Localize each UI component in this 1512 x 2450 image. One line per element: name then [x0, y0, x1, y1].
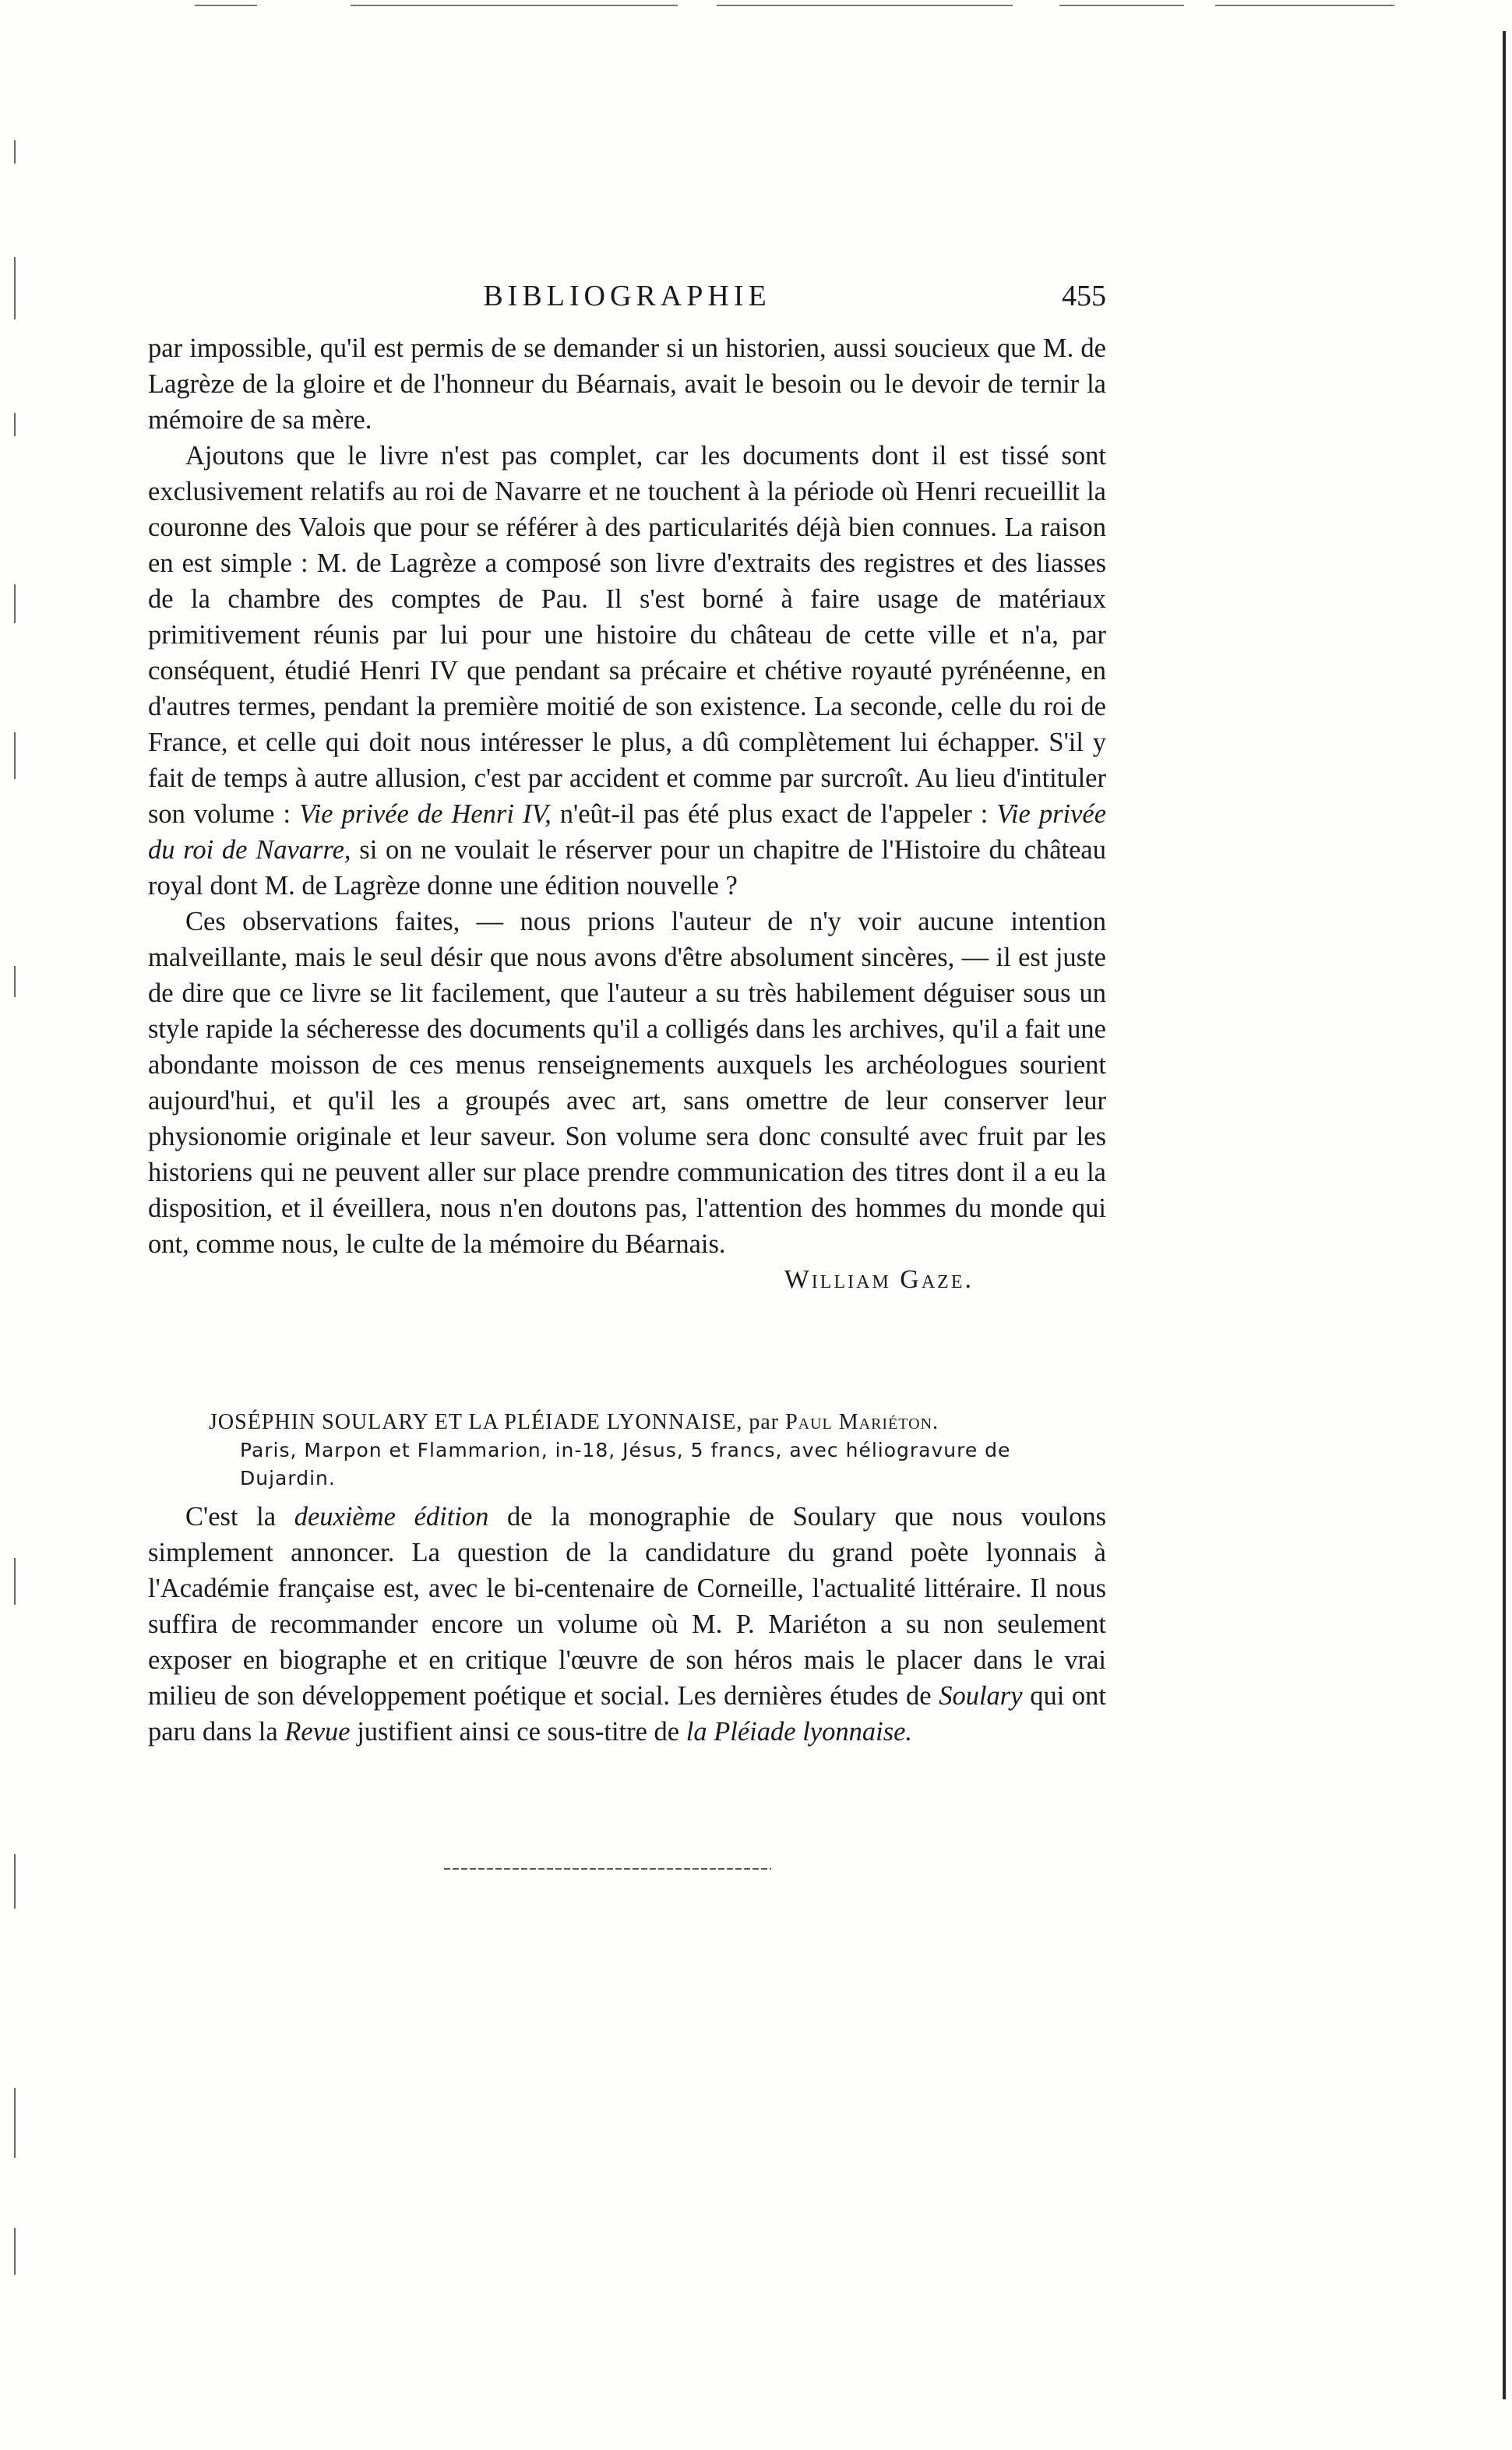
paragraph: par impossible, qu'il est permis de se demander si un historien, aussi soucieux que M. de Lagrèze de la gloire et de l'honneur du Béarnais, avait le besoin ou le devoir de ternir la mémoire de sa mère.: [148, 333, 1106, 435]
review-title: [148, 1408, 1106, 1437]
scan-artifact: [14, 1558, 16, 1605]
italic-text: la Pléiade lyonnaise.: [686, 1717, 913, 1747]
scan-artifact: [14, 257, 16, 319]
italic-title: Vie privée du roi de Navarre,: [148, 799, 1107, 865]
scan-artifact: [717, 5, 1013, 6]
running-head: [148, 279, 1106, 318]
scan-artifact: [1215, 5, 1394, 6]
paragraph-text: justifient ainsi ce sous-titre de: [357, 1717, 680, 1747]
scan-artifact: [351, 5, 678, 6]
paragraph-text: Ajoutons que le livre n'est pas complet, car les documents dont il est tissé sont exclusivement relatifs au roi de Navarre et ne touchent à la période où Henri recueillit la couronne des Valois que pour se référer à des particularités déjà bien connues. La raison en est simple : M. de Lagrèze a composé son livre d'extraits des registres et des liasses de la chambre des comptes de Pau. Il s'est borné à faire usage de matériaux primitivement réunis par lui pour une histoire du château de cette ville et n'a, par conséquent, étudié Henri IV que pendant sa précaire et chétive royauté pyrénéenne, en d'autres termes, pendant la première moitié de son existence. La seconde, celle du roi de France, et celle qui doit nous intéresser le plus, a dû complètement lui échapper. S'il y fait de temps à autre allusion, c'est par accident et comme par surcroît. Au lieu d'intituler son volume :: [148, 441, 1106, 829]
book-author: Paul Mariéton.: [785, 1410, 939, 1434]
publication-info: Paris, Marpon et Flammarion, in-18, Jésus, 5 francs, avec héliogravure de Dujardin.: [240, 1439, 1011, 1489]
scan-artifact: [14, 732, 16, 779]
paragraph-text: Ces observations faites, — nous prions l'auteur de n'y voir aucune intention malveillante, mais le seul désir que nous avons d'être absolument sincères, — il est juste de dire que ce livre se lit facilement, que l'auteur a su très habilement déguiser sous un style rapide la sécheresse des documents qu'il a colligés dans les archives, qu'il a fait une abondante moisson de ces menus renseignements auxquels les archéologues sourient aujourd'hui, et qu'il les a groupés avec art, sans omettre de leur conserver leur physionomie originale et leur saveur. Son volume sera donc consulté avec fruit par les historiens qui ne peuvent aller sur place prendre communication des titres dont il a eu la disposition, et il éveillera, nous n'en doutons pas, l'attention des hommes du monde qui ont, comme nous, le culte de la mémoire du Béarnais.: [148, 907, 1106, 1259]
paragraph: [148, 904, 1106, 1262]
author-signature: William Gaze.: [784, 1265, 974, 1294]
scan-artifact: [14, 140, 16, 164]
review-heading: [148, 1408, 1106, 1493]
scan-edge: [1503, 31, 1506, 2399]
scan-artifact: [14, 2228, 16, 2275]
italic-title: Vie privée de Henri IV,: [299, 799, 552, 829]
italic-text: deuxième édition: [294, 1502, 489, 1532]
scan-artifact: [14, 584, 16, 623]
running-title: BIBLIOGRAPHIE: [483, 280, 771, 312]
scan-artifact: [14, 2088, 16, 2158]
page-number: 455: [1062, 280, 1106, 312]
scan-artifact: [195, 5, 257, 6]
book-title: JOSÉPHIN SOULARY ET LA PLÉIADE LYONNAISE, par: [209, 1410, 780, 1434]
paragraph: [148, 438, 1106, 904]
paragraph: [148, 1499, 1106, 1750]
paragraph-text: qui ont paru dans la: [148, 1681, 1107, 1747]
scan-artifact: [14, 966, 16, 997]
article-2: [148, 1499, 1106, 1750]
scan-artifact: [14, 413, 16, 436]
italic-text: Revue: [284, 1717, 351, 1747]
paragraph-text: n'eût-il pas été plus exact de l'appeler :: [559, 799, 989, 829]
paragraph-text: de la monographie de Soulary que nous voulons simplement annoncer. La question de la candidature du grand poète lyonnais à l'Académie française est, avec le bi-centenaire de Corneille, l'actualité littéraire. Il nous suffira de recommander encore un volume où M. P. Mariéton a su non seulement exposer en biographe et en critique l'œuvre de son héros mais le placer dans le vrai milieu de son développement poétique et social. Les dernières études de: [148, 1502, 1107, 1711]
section-divider: [444, 1868, 771, 1870]
article-1: [148, 330, 1106, 1298]
italic-text: Soulary: [939, 1681, 1023, 1711]
paragraph-text: si on ne voulait le réserver pour un chapitre de l'Histoire du château royal dont M. de Lagrèze donne une édition nouvelle ?: [148, 835, 1106, 901]
scan-artifact: [14, 1854, 16, 1909]
scan-artifact: [1059, 5, 1184, 6]
paragraph-text: C'est la: [185, 1502, 277, 1532]
